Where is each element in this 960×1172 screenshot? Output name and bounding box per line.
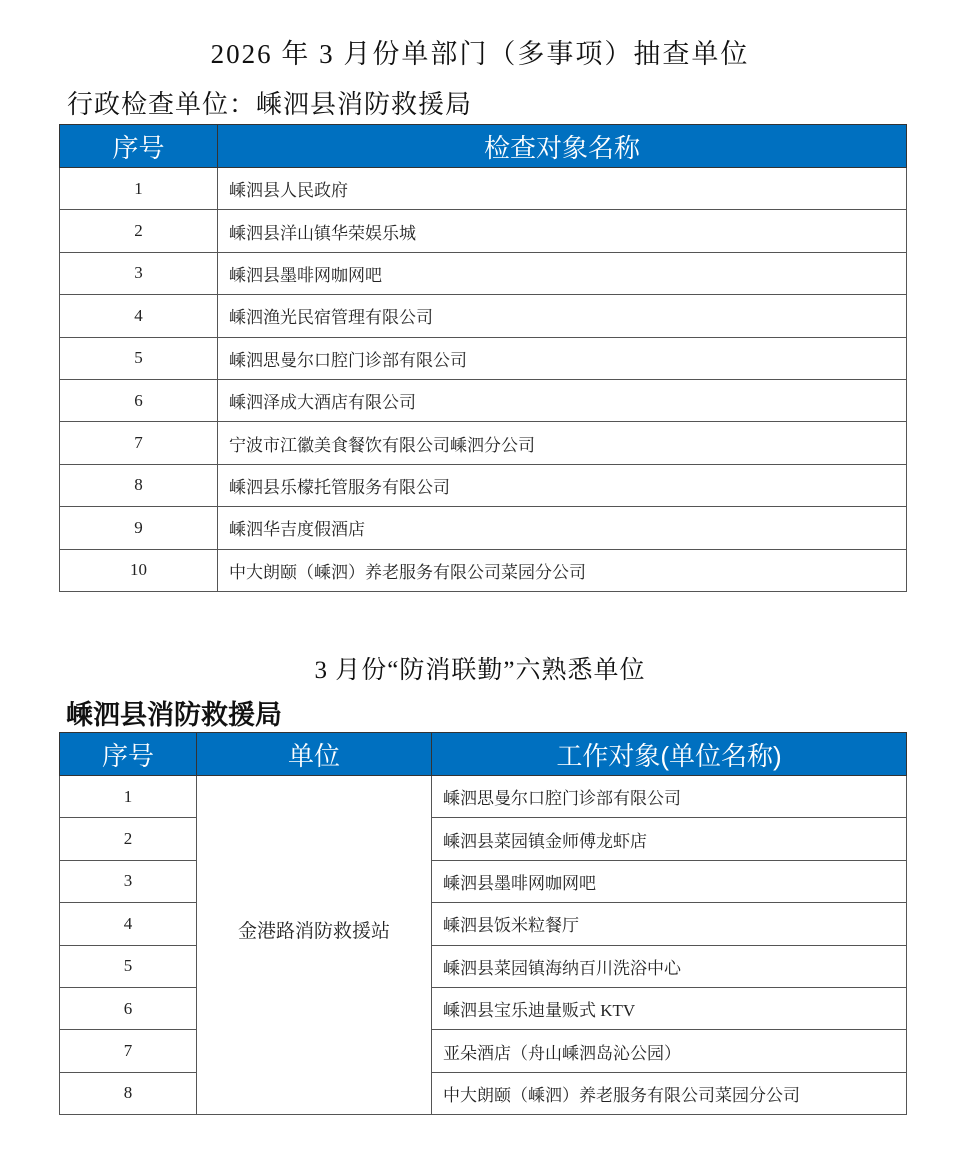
column-header-no: 序号 [60, 125, 218, 168]
row-number: 10 [60, 549, 218, 591]
row-number: 5 [60, 945, 197, 987]
column-header-target-name: 检查对象名称 [218, 125, 907, 168]
joint-duty-table [59, 732, 907, 1115]
table-row [60, 464, 907, 506]
work-target: 嵊泗县菜园镇金师傅龙虾店 [432, 818, 907, 860]
table-row [60, 1072, 907, 1114]
work-target: 中大朗颐（嵊泗）养老服务有限公司菜园分公司 [432, 1072, 907, 1114]
row-number: 8 [60, 464, 218, 506]
inspection-unit-label: 行政检查单位：嵊泗县消防救援局 [67, 90, 473, 119]
row-number: 6 [60, 379, 218, 421]
target-name: 嵊泗思曼尔口腔门诊部有限公司 [218, 337, 907, 379]
target-name: 嵊泗县墨啡网咖网吧 [218, 252, 907, 294]
table-row [60, 422, 907, 464]
column-header-work-target: 工作对象(单位名称) [432, 733, 907, 776]
row-number: 2 [60, 818, 197, 860]
target-name: 嵊泗县洋山镇华荣娱乐城 [218, 210, 907, 252]
table-row [60, 549, 907, 591]
target-name: 嵊泗县人民政府 [218, 168, 907, 210]
row-number: 4 [60, 295, 218, 337]
bureau-label: 嵊泗县消防救援局 [66, 700, 282, 730]
column-header-unit: 单位 [197, 733, 432, 776]
section-title: 3 月份“防消联勤”六熟悉单位 [314, 657, 646, 684]
document-title: 2026 年 3 月份单部门（多事项）抽查单位 [210, 39, 750, 69]
target-name: 嵊泗渔光民宿管理有限公司 [218, 295, 907, 337]
table-row [60, 860, 907, 902]
table-row [60, 818, 907, 860]
work-target: 亚朵酒店（舟山嵊泗岛沁公园） [432, 1030, 907, 1072]
target-name: 嵊泗华吉度假酒店 [218, 507, 907, 549]
row-number: 8 [60, 1072, 197, 1114]
table-row [60, 168, 907, 210]
table-row [60, 379, 907, 421]
table-row [60, 987, 907, 1029]
row-number: 1 [60, 776, 197, 818]
table-row [60, 1030, 907, 1072]
table-row [60, 903, 907, 945]
row-number: 2 [60, 210, 218, 252]
target-name: 嵊泗泽成大酒店有限公司 [218, 379, 907, 421]
table-header-row [60, 733, 907, 776]
table-row [60, 295, 907, 337]
row-number: 9 [60, 507, 218, 549]
work-target: 嵊泗思曼尔口腔门诊部有限公司 [432, 776, 907, 818]
table-row [60, 210, 907, 252]
row-number: 1 [60, 168, 218, 210]
target-name: 中大朗颐（嵊泗）养老服务有限公司菜园分公司 [218, 549, 907, 591]
row-number: 3 [60, 860, 197, 902]
work-target: 嵊泗县菜园镇海纳百川洗浴中心 [432, 945, 907, 987]
target-name: 嵊泗县乐檬托管服务有限公司 [218, 464, 907, 506]
inspection-targets-table [59, 124, 907, 592]
row-number: 6 [60, 987, 197, 1029]
station-name: 金港路消防救援站 [197, 776, 432, 1115]
target-name: 宁波市江徽美食餐饮有限公司嵊泗分公司 [218, 422, 907, 464]
table-header-row [60, 125, 907, 168]
table-row [60, 337, 907, 379]
row-number: 3 [60, 252, 218, 294]
work-target: 嵊泗县墨啡网咖网吧 [432, 860, 907, 902]
column-header-no: 序号 [60, 733, 197, 776]
row-number: 5 [60, 337, 218, 379]
table-row [60, 776, 907, 818]
row-number: 4 [60, 903, 197, 945]
work-target: 嵊泗县饭米粒餐厅 [432, 903, 907, 945]
row-number: 7 [60, 422, 218, 464]
row-number: 7 [60, 1030, 197, 1072]
table-row [60, 945, 907, 987]
work-target: 嵊泗县宝乐迪量贩式 KTV [432, 987, 907, 1029]
table-row [60, 252, 907, 294]
table-row [60, 507, 907, 549]
